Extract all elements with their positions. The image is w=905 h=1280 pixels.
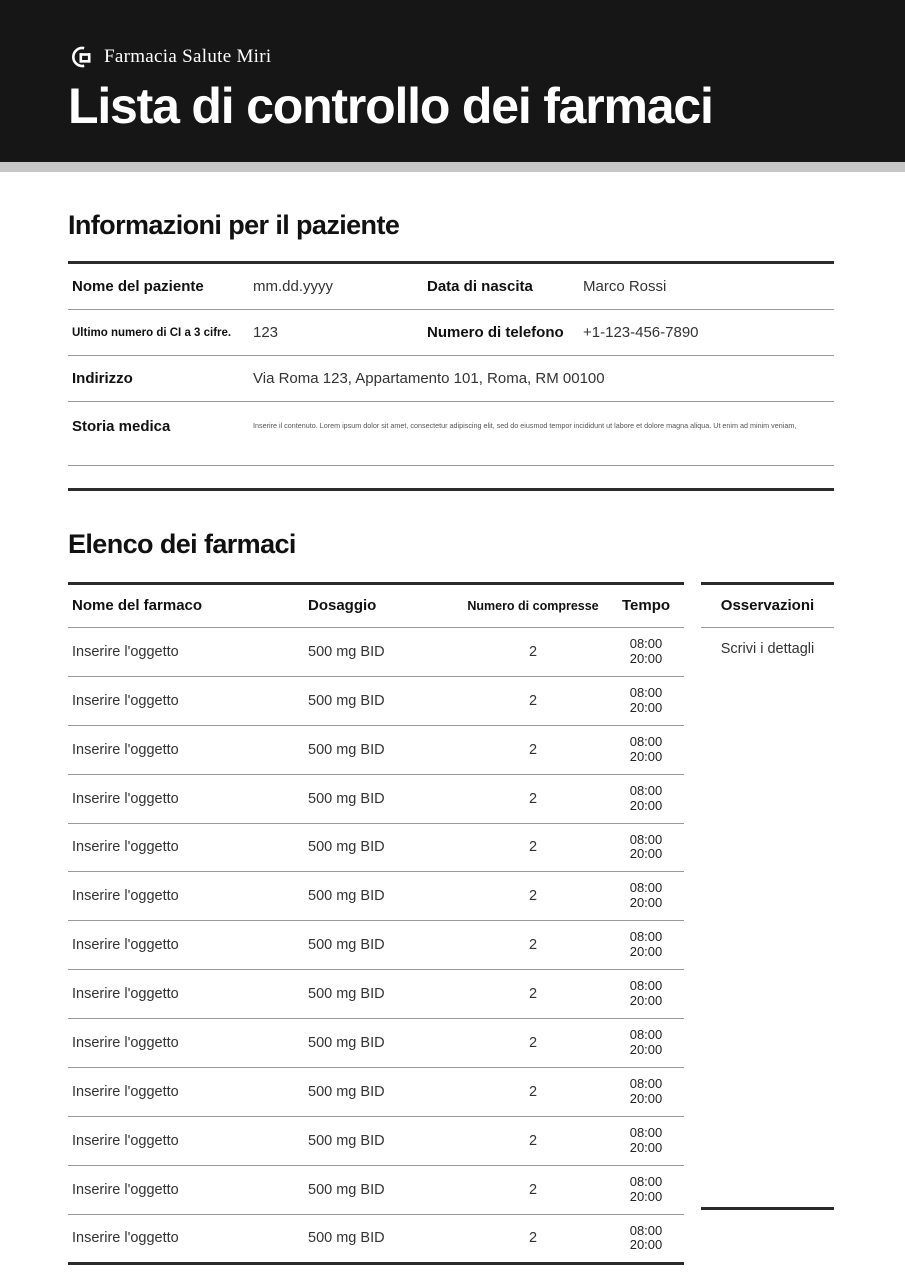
medication-count-cell[interactable]: 2	[458, 1116, 608, 1165]
medical-history-label: Storia medica	[68, 402, 253, 466]
medication-name-cell[interactable]: Inserire l'oggetto	[68, 1019, 308, 1068]
table-row	[68, 263, 834, 310]
medication-name-cell[interactable]: Inserire l'oggetto	[68, 921, 308, 970]
medication-time-cell[interactable]	[608, 1067, 684, 1116]
patient-name-value[interactable]: mm.dd.yyyy	[253, 263, 423, 310]
medication-dosage-cell[interactable]: 500 mg BID	[308, 921, 458, 970]
medication-time-first: 08:00	[629, 636, 663, 651]
medication-table	[68, 582, 684, 1265]
medication-time-cell[interactable]	[608, 676, 684, 725]
column-header-count: Numero di compresse	[458, 584, 608, 628]
medication-count-cell[interactable]: 2	[458, 921, 608, 970]
medication-time-first: 08:00	[629, 733, 663, 749]
medication-dosage-cell[interactable]: 500 mg BID	[308, 628, 458, 677]
medication-time-first: 08:00	[629, 929, 663, 945]
table-row	[68, 402, 834, 466]
table-row	[68, 774, 684, 823]
medication-time-second: 20:00	[629, 993, 663, 1009]
medication-time-second: 20:00	[629, 797, 663, 813]
medication-count-cell[interactable]: 2	[458, 774, 608, 823]
table-row	[68, 1116, 684, 1165]
patient-section-title: Informazioni per il paziente	[68, 210, 400, 240]
medication-name-cell[interactable]: Inserire l'oggetto	[68, 823, 308, 872]
column-header-name: Nome del farmaco	[68, 584, 308, 628]
medication-dosage-cell[interactable]: 500 mg BID	[308, 1165, 458, 1214]
medication-time-first: 08:00	[629, 1222, 663, 1238]
medication-time-second: 20:00	[629, 944, 663, 960]
id-last-three-value[interactable]: 123	[253, 310, 423, 356]
medication-time-cell[interactable]	[608, 823, 684, 872]
medication-time-first: 08:00	[629, 978, 663, 994]
table-row	[68, 1067, 684, 1116]
medication-count-cell[interactable]: 2	[458, 1214, 608, 1264]
medication-dosage-cell[interactable]: 500 mg BID	[308, 970, 458, 1019]
table-row	[68, 310, 834, 356]
observations-input[interactable]: Scrivi i dettagli	[701, 628, 834, 1209]
phone-number-label: Numero di telefono	[423, 310, 583, 356]
medication-name-cell[interactable]: Inserire l'oggetto	[68, 1214, 308, 1264]
table-row	[68, 1165, 684, 1214]
medication-count-cell[interactable]: 2	[458, 1019, 608, 1068]
medication-time-second: 20:00	[629, 895, 663, 911]
medication-time-cell[interactable]	[608, 725, 684, 774]
header-accent-strip	[0, 162, 905, 172]
table-row	[68, 921, 684, 970]
medical-history-value[interactable]: Inserire il contenuto. Lorem ipsum dolor sit amet, consectetur adipiscing elit, sed do eiusmod tempor incididunt ut labore et dolore magna aliqua. Ut enim ad minim veniam,	[253, 421, 797, 431]
medication-dosage-cell[interactable]: 500 mg BID	[308, 676, 458, 725]
medication-name-cell[interactable]: Inserire l'oggetto	[68, 1067, 308, 1116]
document-header	[0, 0, 905, 162]
medication-name-cell[interactable]: Inserire l'oggetto	[68, 676, 308, 725]
medication-name-cell[interactable]: Inserire l'oggetto	[68, 628, 308, 677]
brand-name: Farmacia Salute Miri	[104, 46, 272, 67]
medication-time-second: 20:00	[629, 650, 663, 666]
medication-count-cell[interactable]: 2	[458, 823, 608, 872]
pharmacy-g-monogram-icon	[68, 44, 94, 70]
medication-count-cell[interactable]: 2	[458, 1165, 608, 1214]
medication-dosage-cell[interactable]: 500 mg BID	[308, 1067, 458, 1116]
medication-count-cell[interactable]: 2	[458, 1067, 608, 1116]
table-row	[68, 628, 684, 677]
medication-time-second: 20:00	[629, 1237, 663, 1253]
medication-name-cell[interactable]: Inserire l'oggetto	[68, 774, 308, 823]
brand	[68, 0, 905, 70]
medication-time-cell[interactable]	[608, 1116, 684, 1165]
observations-table	[701, 582, 834, 1210]
medication-dosage-cell[interactable]: 500 mg BID	[308, 725, 458, 774]
page-title: Lista di controllo dei farmaci	[68, 78, 713, 134]
medication-time-cell[interactable]	[608, 1019, 684, 1068]
table-row	[68, 676, 684, 725]
medication-dosage-cell[interactable]: 500 mg BID	[308, 823, 458, 872]
table-row	[68, 1019, 684, 1068]
medication-dosage-cell[interactable]: 500 mg BID	[308, 774, 458, 823]
address-label: Indirizzo	[68, 356, 253, 402]
medication-dosage-cell[interactable]: 500 mg BID	[308, 1116, 458, 1165]
medication-name-cell[interactable]: Inserire l'oggetto	[68, 1165, 308, 1214]
medication-time-first: 08:00	[629, 880, 663, 896]
patient-name-label: Nome del paziente	[68, 263, 253, 310]
medication-time-first: 08:00	[629, 1124, 663, 1140]
medication-count-cell[interactable]: 2	[458, 970, 608, 1019]
column-header-dosage: Dosaggio	[308, 584, 458, 628]
table-row	[701, 628, 834, 1209]
medication-name-cell[interactable]: Inserire l'oggetto	[68, 725, 308, 774]
medication-count-cell[interactable]: 2	[458, 872, 608, 921]
medication-time-first: 08:00	[629, 1075, 663, 1091]
medication-time-cell[interactable]	[608, 628, 684, 677]
birth-date-value[interactable]: Marco Rossi	[583, 263, 834, 310]
table-row	[68, 872, 684, 921]
medication-time-first: 08:00	[629, 1173, 663, 1189]
phone-number-value[interactable]: +1-123-456-7890	[583, 310, 834, 356]
medication-name-cell[interactable]: Inserire l'oggetto	[68, 872, 308, 921]
medication-time-first: 08:00	[629, 1027, 663, 1042]
medication-section-title: Elenco dei farmaci	[68, 529, 296, 559]
table-header-row	[701, 584, 834, 628]
medication-time-cell[interactable]	[608, 921, 684, 970]
medication-time-second: 20:00	[629, 748, 663, 764]
table-header-row	[68, 584, 684, 628]
medication-time-cell[interactable]	[608, 774, 684, 823]
medication-dosage-cell[interactable]: 500 mg BID	[308, 1019, 458, 1068]
medication-count-cell[interactable]: 2	[458, 676, 608, 725]
address-value[interactable]: Via Roma 123, Appartamento 101, Roma, RM 00100	[253, 356, 834, 402]
column-header-observations: Osservazioni	[701, 584, 834, 628]
medication-name-cell[interactable]: Inserire l'oggetto	[68, 1116, 308, 1165]
medication-time-cell[interactable]	[608, 970, 684, 1019]
medication-time-second: 20:00	[629, 1090, 663, 1106]
medication-time-first: 08:00	[629, 782, 663, 798]
medication-time-first: 08:00	[629, 684, 663, 700]
medication-dosage-cell[interactable]: 500 mg BID	[308, 872, 458, 921]
medication-time-second: 20:00	[629, 699, 663, 715]
medication-time-cell[interactable]	[608, 1214, 684, 1264]
medication-time-cell[interactable]	[608, 1165, 684, 1214]
medication-name-cell[interactable]: Inserire l'oggetto	[68, 970, 308, 1019]
patient-info-table	[68, 261, 834, 466]
table-row	[68, 356, 834, 402]
medication-time-second: 20:00	[629, 1188, 663, 1204]
birth-date-label: Data di nascita	[423, 263, 583, 310]
column-header-time: Tempo	[608, 584, 684, 628]
medication-time-second: 20:00	[629, 1041, 663, 1057]
medication-dosage-cell[interactable]: 500 mg BID	[308, 1214, 458, 1264]
medication-count-cell[interactable]: 2	[458, 628, 608, 677]
table-row	[68, 823, 684, 872]
medication-time-second: 20:00	[629, 1139, 663, 1155]
id-last-three-label: Ultimo numero di CI a 3 cifre.	[68, 310, 253, 356]
table-row	[68, 725, 684, 774]
medication-count-cell[interactable]: 2	[458, 725, 608, 774]
medication-time-first: 08:00	[629, 831, 663, 847]
table-row	[68, 970, 684, 1019]
medication-time-cell[interactable]	[608, 872, 684, 921]
medication-time-second: 20:00	[629, 846, 663, 862]
section-divider	[68, 488, 834, 491]
table-row	[68, 1214, 684, 1264]
